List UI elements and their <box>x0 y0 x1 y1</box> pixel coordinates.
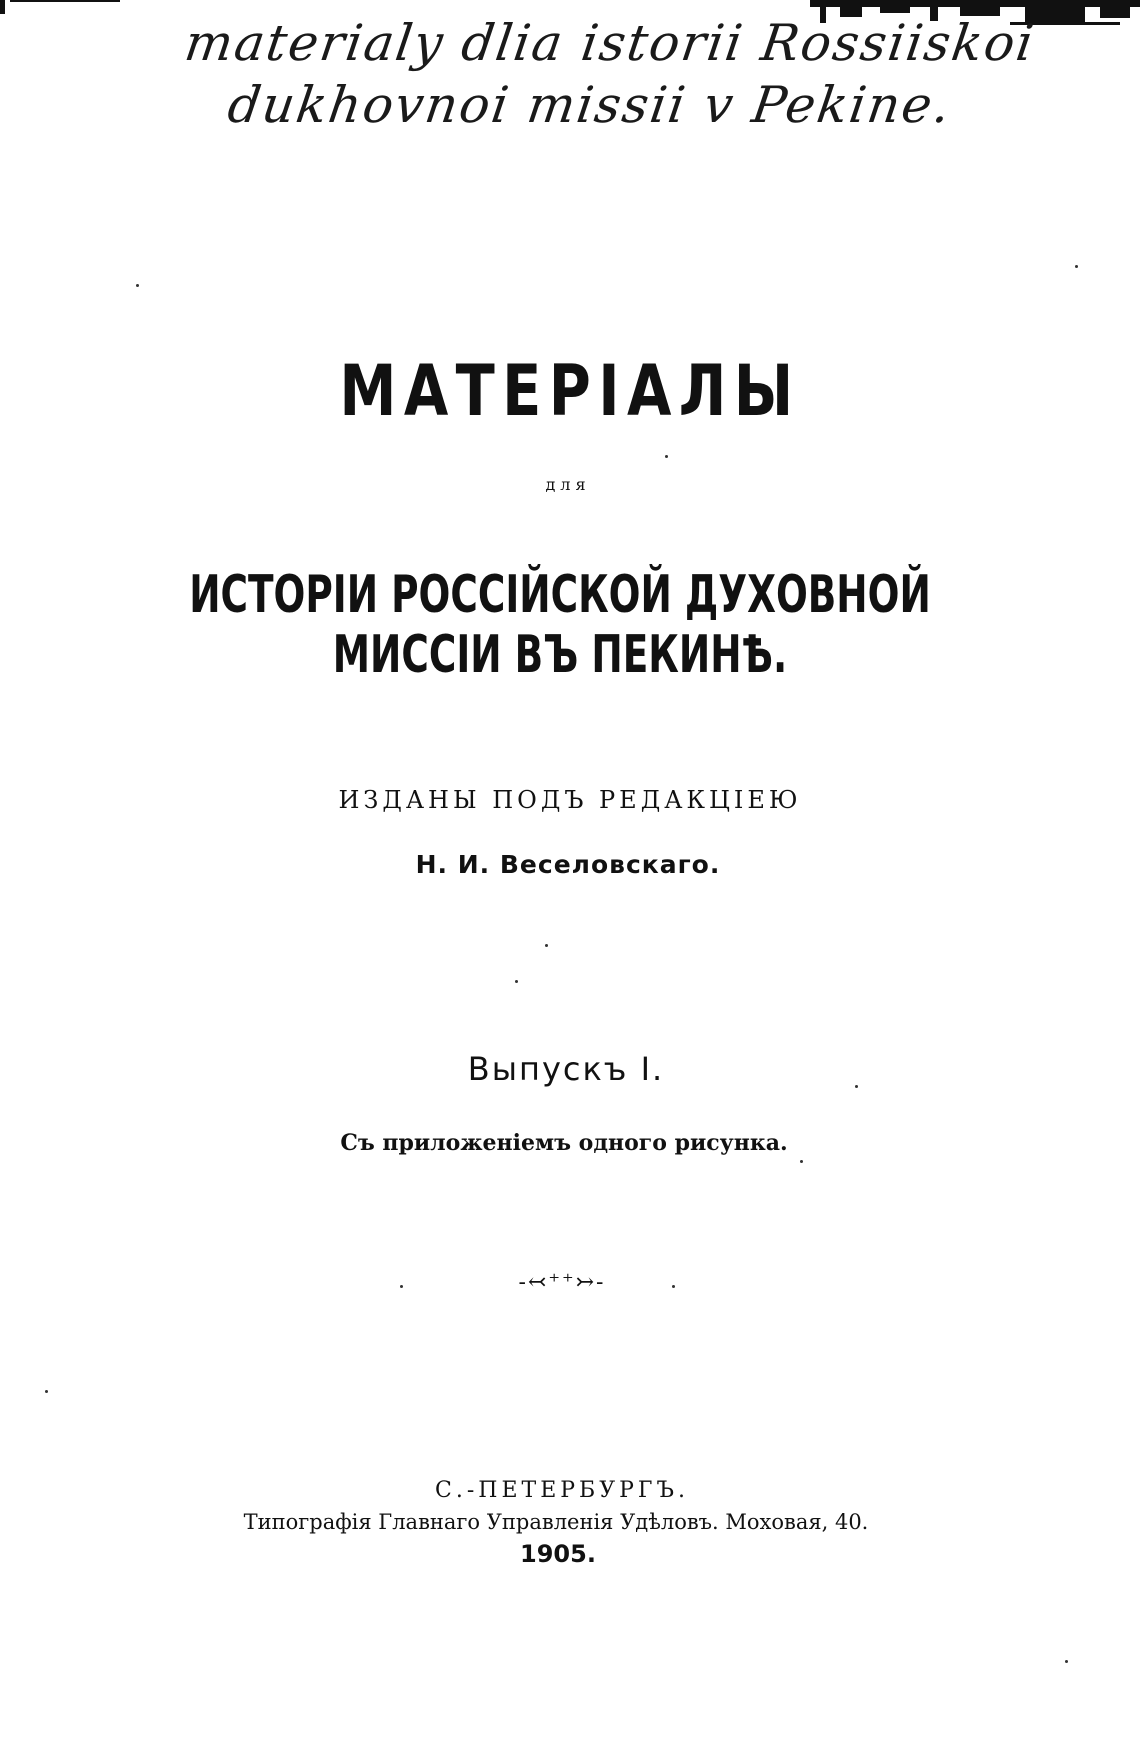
imprint-printer: Типографія Главнаго Управленія Удѣловъ. Моховая, 40. <box>243 1510 869 1534</box>
edited-by-line: ИЗДАНЫ ПОДЪ РЕДАКЦІЕЮ <box>338 786 802 814</box>
handwritten-note-line-1: materialy dlia istorii Rossiiskoi <box>181 14 1039 72</box>
scan-speck <box>545 944 548 947</box>
scan-speck <box>665 455 668 458</box>
scan-speck <box>1075 265 1078 268</box>
scan-speck <box>855 1085 858 1088</box>
title-connector: для <box>545 475 591 494</box>
scan-speck <box>1065 1660 1068 1663</box>
scan-speck <box>800 1160 803 1163</box>
subtitle: ИСТОРІИ РОССІЙСКОЙ ДУХОВНОЙ МИССІИ ВЪ ПЕКИНѢ. <box>189 565 931 685</box>
scan-top-rule <box>10 0 120 2</box>
scan-speck <box>400 1285 403 1288</box>
main-title: МАТЕРІАЛЫ <box>339 350 801 432</box>
scan-speck <box>136 284 139 287</box>
imprint-city: С.-ПЕТЕРБУРГЪ. <box>435 1478 689 1503</box>
handwritten-note-line-2: dukhovnoi missii v Pekine. <box>224 76 956 134</box>
scan-speck <box>45 1390 48 1393</box>
scan-speck <box>515 980 518 983</box>
imprint-year: 1905. <box>520 1540 596 1568</box>
editor-name: Н. И. Веселовскаго. <box>415 850 721 879</box>
scan-edge-mark <box>0 0 5 14</box>
appendix-note: Съ приложеніемъ одного рисунка. <box>340 1130 788 1156</box>
issue-number: Выпускъ I. <box>467 1050 665 1088</box>
ornament-divider: -↢⁺⁺↣- <box>518 1270 606 1295</box>
scan-speck <box>672 1285 675 1288</box>
